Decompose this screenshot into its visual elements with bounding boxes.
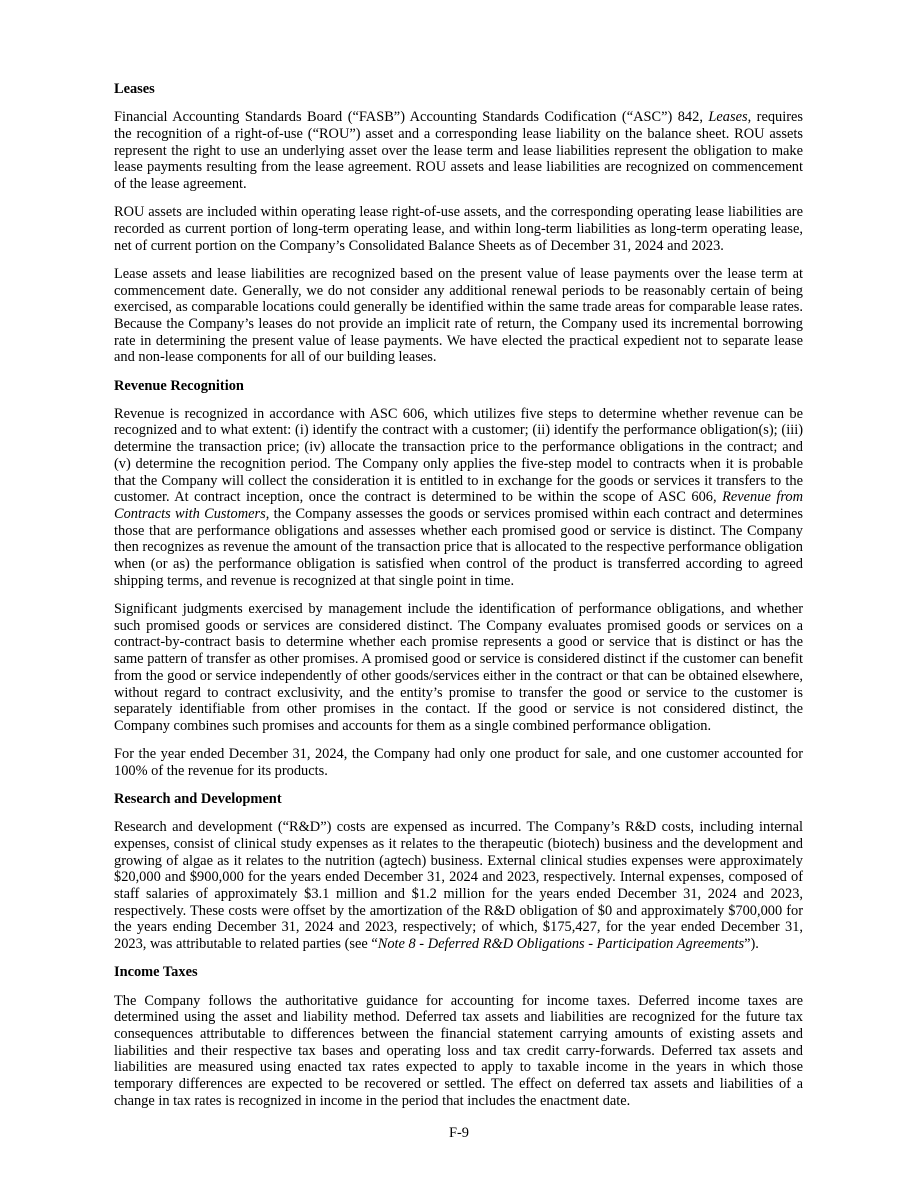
text-run: ROU assets are included within operating lease right-of-use assets, and the corresponding operating lease liabilities are recorded as current portion of long-term operating lease, and within long-term liabilities as long-term operating lease, net of current portion on the Company’s Consolidated Balance Sheets as of December 31, 2024 and 2023.	[114, 204, 803, 254]
section-heading: Revenue Recognition	[114, 377, 244, 394]
paragraph	[114, 746, 803, 779]
text-run: Significant judgments exercised by management include the identification of performance obligations, and whether such promised goods or services are considered distinct. The Company evaluates promised goods or services on a contract-by-contract basis to determine whether each promise represents a good or service that is distinct or has the same pattern of transfer as other promises. A promised good or service is considered distinct if the customer can benefit from the good or service independently of other goods/services either in the contract or that can be obtained elsewhere, without regard to contract exclusivity, and the entity’s promise to transfer the good or service to the customer is separately identifiable from other promises in the contact. If the good or service is not considered distinct, the Company combines such promises and accounts for them as a single combined performance obligation.	[114, 600, 803, 734]
paragraph	[114, 109, 803, 193]
section-heading: Research and Development	[114, 791, 282, 808]
text-run: For the year ended December 31, 2024, the Company had only one product for sale, and one customer accounted for 100% of the revenue for its products.	[114, 746, 803, 779]
text-run: Lease assets and lease liabilities are recognized based on the present value of lease payments over the lease term at commencement date. Generally, we do not consider any additional renewal periods to be reasonably certain of being exercised, as comparable locations could generally be identified within the same trade areas for comparable lease rates. Because the Company’s leases do not provide an implicit rate of return, the Company used its incremental borrowing rate in determining the present value of lease payments. We have elected the practical expedient not to separate lease and non-lease components for all of our building leases.	[114, 265, 803, 366]
paragraph	[114, 993, 803, 1110]
paragraph	[114, 819, 803, 953]
paragraph	[114, 204, 803, 254]
text-run: , the Company assesses the goods or services promised within each contract and determines those that are performance obligations and assesses whether each promised good or service is distinct. The Company then recognizes as revenue the amount of the transaction price that is allocated to the respective performance obligation when (or as) the performance obligation is satisfied when control of the product is transferred according to agreed shipping terms, and revenue is recognized at that single point in time.	[114, 505, 803, 589]
italic-text-run: Note 8 - Deferred R&D Obligations - Participation Agreements	[377, 936, 745, 953]
page-number: F-9	[449, 1125, 469, 1141]
text-run: Financial Accounting Standards Board (“FASB”) Accounting Standards Codification (“ASC”) 842,	[114, 109, 709, 126]
paragraph	[114, 601, 803, 735]
paragraph	[114, 406, 803, 590]
document-body	[114, 81, 803, 1109]
italic-text-run: Revenue from Contracts with Customers	[114, 489, 804, 522]
text-run: Revenue is recognized in accordance with ASC 606, which utilizes five steps to determine whether revenue can be recognized and to what extent: (i) identify the contract with a customer; (ii) identify the performance obligation(s); (iii) determine the transaction price; (iv) allocate the transaction price to the performance obligations in the contract; and (v) determine the recognition period. The Company only applies the five-step model to contracts when it is probable that the Company will collect the consideration it is entitled to in exchange for the goods or services it transfers to the customer. At contract inception, once the contract is determined to be within the scope of ASC 606,	[114, 405, 803, 506]
text-run: ”).	[744, 936, 759, 953]
section-heading: Income Taxes	[114, 964, 198, 981]
text-run: The Company follows the authoritative guidance for accounting for income taxes. Deferred income taxes are determined using the asset and liability method. Deferred tax assets and liabilities are recognized for the future tax consequences attributable to differences between the financial statement carrying amounts of existing assets and liabilities and their respective tax bases and operating loss and tax credit carry-forwards. Deferred tax assets and liabilities are measured using enacted tax rates expected to apply to taxable income in the years in which those temporary differences are expected to be recovered or settled. The effect on deferred tax assets and liabilities of a change in tax rates is recognized in income in the period that includes the enactment date.	[114, 992, 803, 1109]
text-run: , requires the recognition of a right-of-use (“ROU”) asset and a corresponding lease liability on the balance sheet. ROU assets represent the right to use an underlying asset over the lease term and lease liabilities represent the obligation to make lease payments resulting from the lease agreement. ROU assets and lease liabilities are recognized on commencement of the lease agreement.	[114, 109, 803, 193]
text-run: Research and development (“R&D”) costs are expensed as incurred. The Company’s R&D costs, including internal expenses, consist of clinical study expenses as it relates to the therapeutic (biotech) business and the development and growing of algae as it relates to the nutrition (agtech) business. External clinical studies expenses were approximately $20,000 and $900,000 for the years ended December 31, 2024 and 2023, respectively. Internal expenses, composed of staff salaries of approximately $3.1 million and $1.2 million for the years ended December 31, 2024 and 2023, respectively. These costs were offset by the amortization of the R&D obligation of $0 and approximately $700,000 for the years ending December 31, 2024 and 2023, respectively; of which, $175,427, for the year ended December 31, 2023, was attributable to related parties (see “	[114, 819, 803, 953]
paragraph	[114, 266, 803, 366]
italic-text-run: Leases	[708, 109, 748, 126]
section-heading: Leases	[114, 81, 155, 97]
